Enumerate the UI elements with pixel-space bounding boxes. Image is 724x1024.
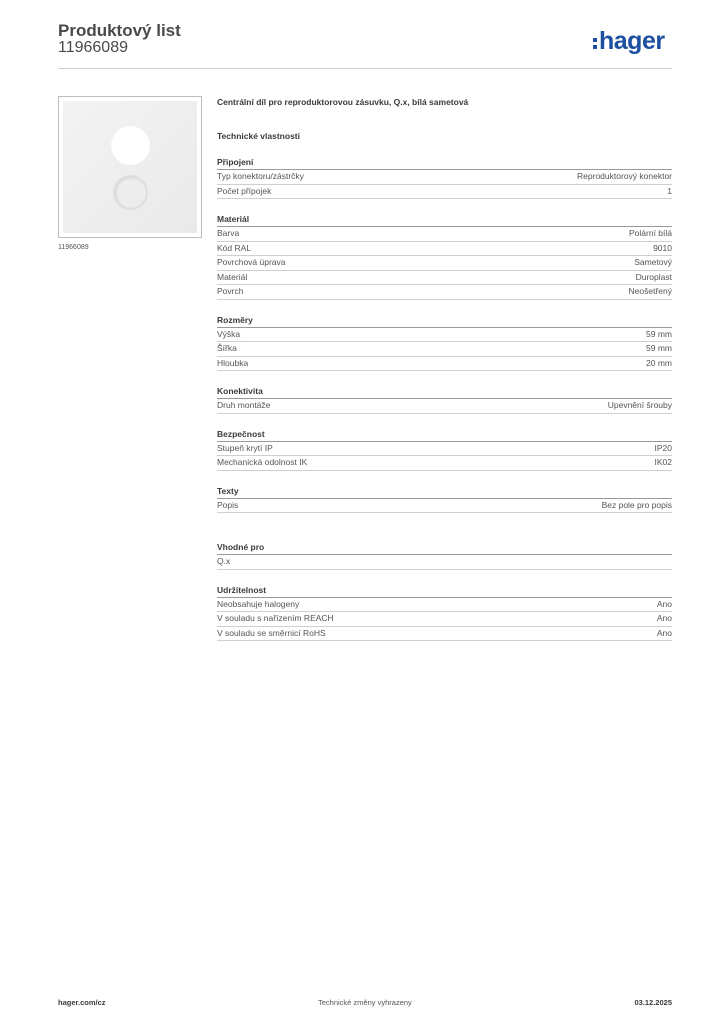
spec-value: 1: [667, 185, 672, 196]
hager-logo: [593, 27, 665, 56]
spec-row: [217, 555, 672, 570]
spec-row: [217, 185, 672, 200]
product-code: 11966089: [58, 39, 128, 56]
spec-value: 59 mm: [646, 328, 672, 339]
spec-value: Ano: [656, 598, 672, 609]
spec-row: [217, 456, 672, 471]
spec-label: Výška: [217, 328, 241, 339]
page-title: Produktový list: [58, 21, 181, 40]
spec-value: Upevnění šrouby: [607, 400, 672, 410]
spec-value: Bez pole pro popis: [601, 499, 672, 510]
spec-row: [217, 328, 672, 343]
spec-value: Polární bílá: [629, 228, 672, 238]
spec-section: [217, 314, 672, 372]
spec-value: Ano: [656, 627, 672, 638]
embossed-ring: [113, 175, 148, 210]
footer-date: 03.12.2025: [634, 998, 672, 1007]
spec-label: Stupeň krytí IP: [217, 442, 273, 453]
spec-row: [217, 242, 672, 257]
spec-row: [217, 342, 672, 357]
spec-value: 59 mm: [646, 343, 672, 353]
spec-section: [217, 385, 672, 414]
spec-section: [217, 156, 672, 199]
spec-value: 9010: [653, 242, 672, 253]
speaker-socket-hole: [111, 126, 150, 165]
section-title: Konektivita: [217, 385, 672, 399]
spec-label: V souladu se směrnicí RoHS: [217, 627, 326, 638]
spec-row: [217, 285, 672, 300]
spec-section: [217, 584, 672, 642]
spec-row: [217, 256, 672, 271]
spec-label: Neobsahuje halogeny: [217, 598, 300, 609]
spec-row: [217, 499, 672, 514]
spec-value: Reproduktorový konektor: [577, 171, 672, 181]
section-title: Materiál: [217, 213, 672, 227]
spec-section: [217, 541, 672, 570]
spec-label: Q.x: [217, 556, 231, 566]
section-title: Udržitelnost: [217, 584, 672, 598]
cover-plate-image: [63, 101, 197, 233]
product-description: Centrální díl pro reproduktorovou zásuvku, Q.x, bílá sametová: [217, 97, 469, 107]
spec-row: [217, 170, 672, 185]
spec-value: Neošetřený: [628, 286, 672, 296]
spec-value: Sametový: [634, 257, 672, 267]
spec-label: Typ konektoru/zástrčky: [217, 171, 304, 181]
spec-row: [217, 227, 672, 242]
technical-properties-heading: Technické vlastnosti: [217, 131, 300, 141]
spec-row: [217, 627, 672, 642]
spec-label: Povrch: [217, 286, 244, 296]
spec-label: Materiál: [217, 271, 248, 282]
logo-text: hager: [599, 27, 665, 55]
spec-label: Druh montáže: [217, 400, 271, 410]
spec-row: [217, 399, 672, 414]
spec-sections: [217, 156, 672, 641]
section-title: Vhodné pro: [217, 541, 672, 555]
spec-label: V souladu s nařízením REACH: [217, 613, 334, 623]
spec-content: [217, 96, 672, 641]
section-title: Bezpečnost: [217, 428, 672, 442]
spec-label: Mechanická odolnost IK: [217, 457, 308, 467]
spec-row: [217, 442, 672, 457]
spec-section: [217, 213, 672, 300]
spec-row: [217, 357, 672, 372]
spec-value: Ano: [656, 613, 672, 623]
header-divider: [58, 68, 672, 69]
spec-label: Popis: [217, 499, 239, 510]
section-title: Rozměry: [217, 314, 672, 328]
image-caption: 11966089: [58, 244, 89, 251]
logo-dots-icon: [593, 38, 597, 49]
spec-section: [217, 428, 672, 471]
spec-section: [217, 485, 672, 514]
spec-label: Barva: [217, 228, 240, 238]
spec-label: Počet přípojek: [217, 185, 272, 196]
spec-value: IP20: [654, 442, 672, 453]
spec-label: Šířka: [217, 343, 237, 353]
spec-value: Duroplast: [635, 271, 672, 282]
product-image: [58, 96, 202, 238]
spec-row: [217, 612, 672, 627]
section-title: Texty: [217, 485, 672, 499]
footer-website: hager.com/cz: [58, 998, 106, 1007]
spec-value: IK02: [654, 457, 672, 467]
spec-row: [217, 271, 672, 286]
spec-row: [217, 598, 672, 613]
section-title: Připojení: [217, 156, 672, 170]
spec-label: Povrchová úprava: [217, 257, 286, 267]
footer-notice: Technické změny vyhrazeny: [318, 998, 412, 1007]
spec-value: 20 mm: [646, 357, 672, 368]
spec-label: Hloubka: [217, 357, 249, 368]
spec-label: Kód RAL: [217, 242, 252, 253]
